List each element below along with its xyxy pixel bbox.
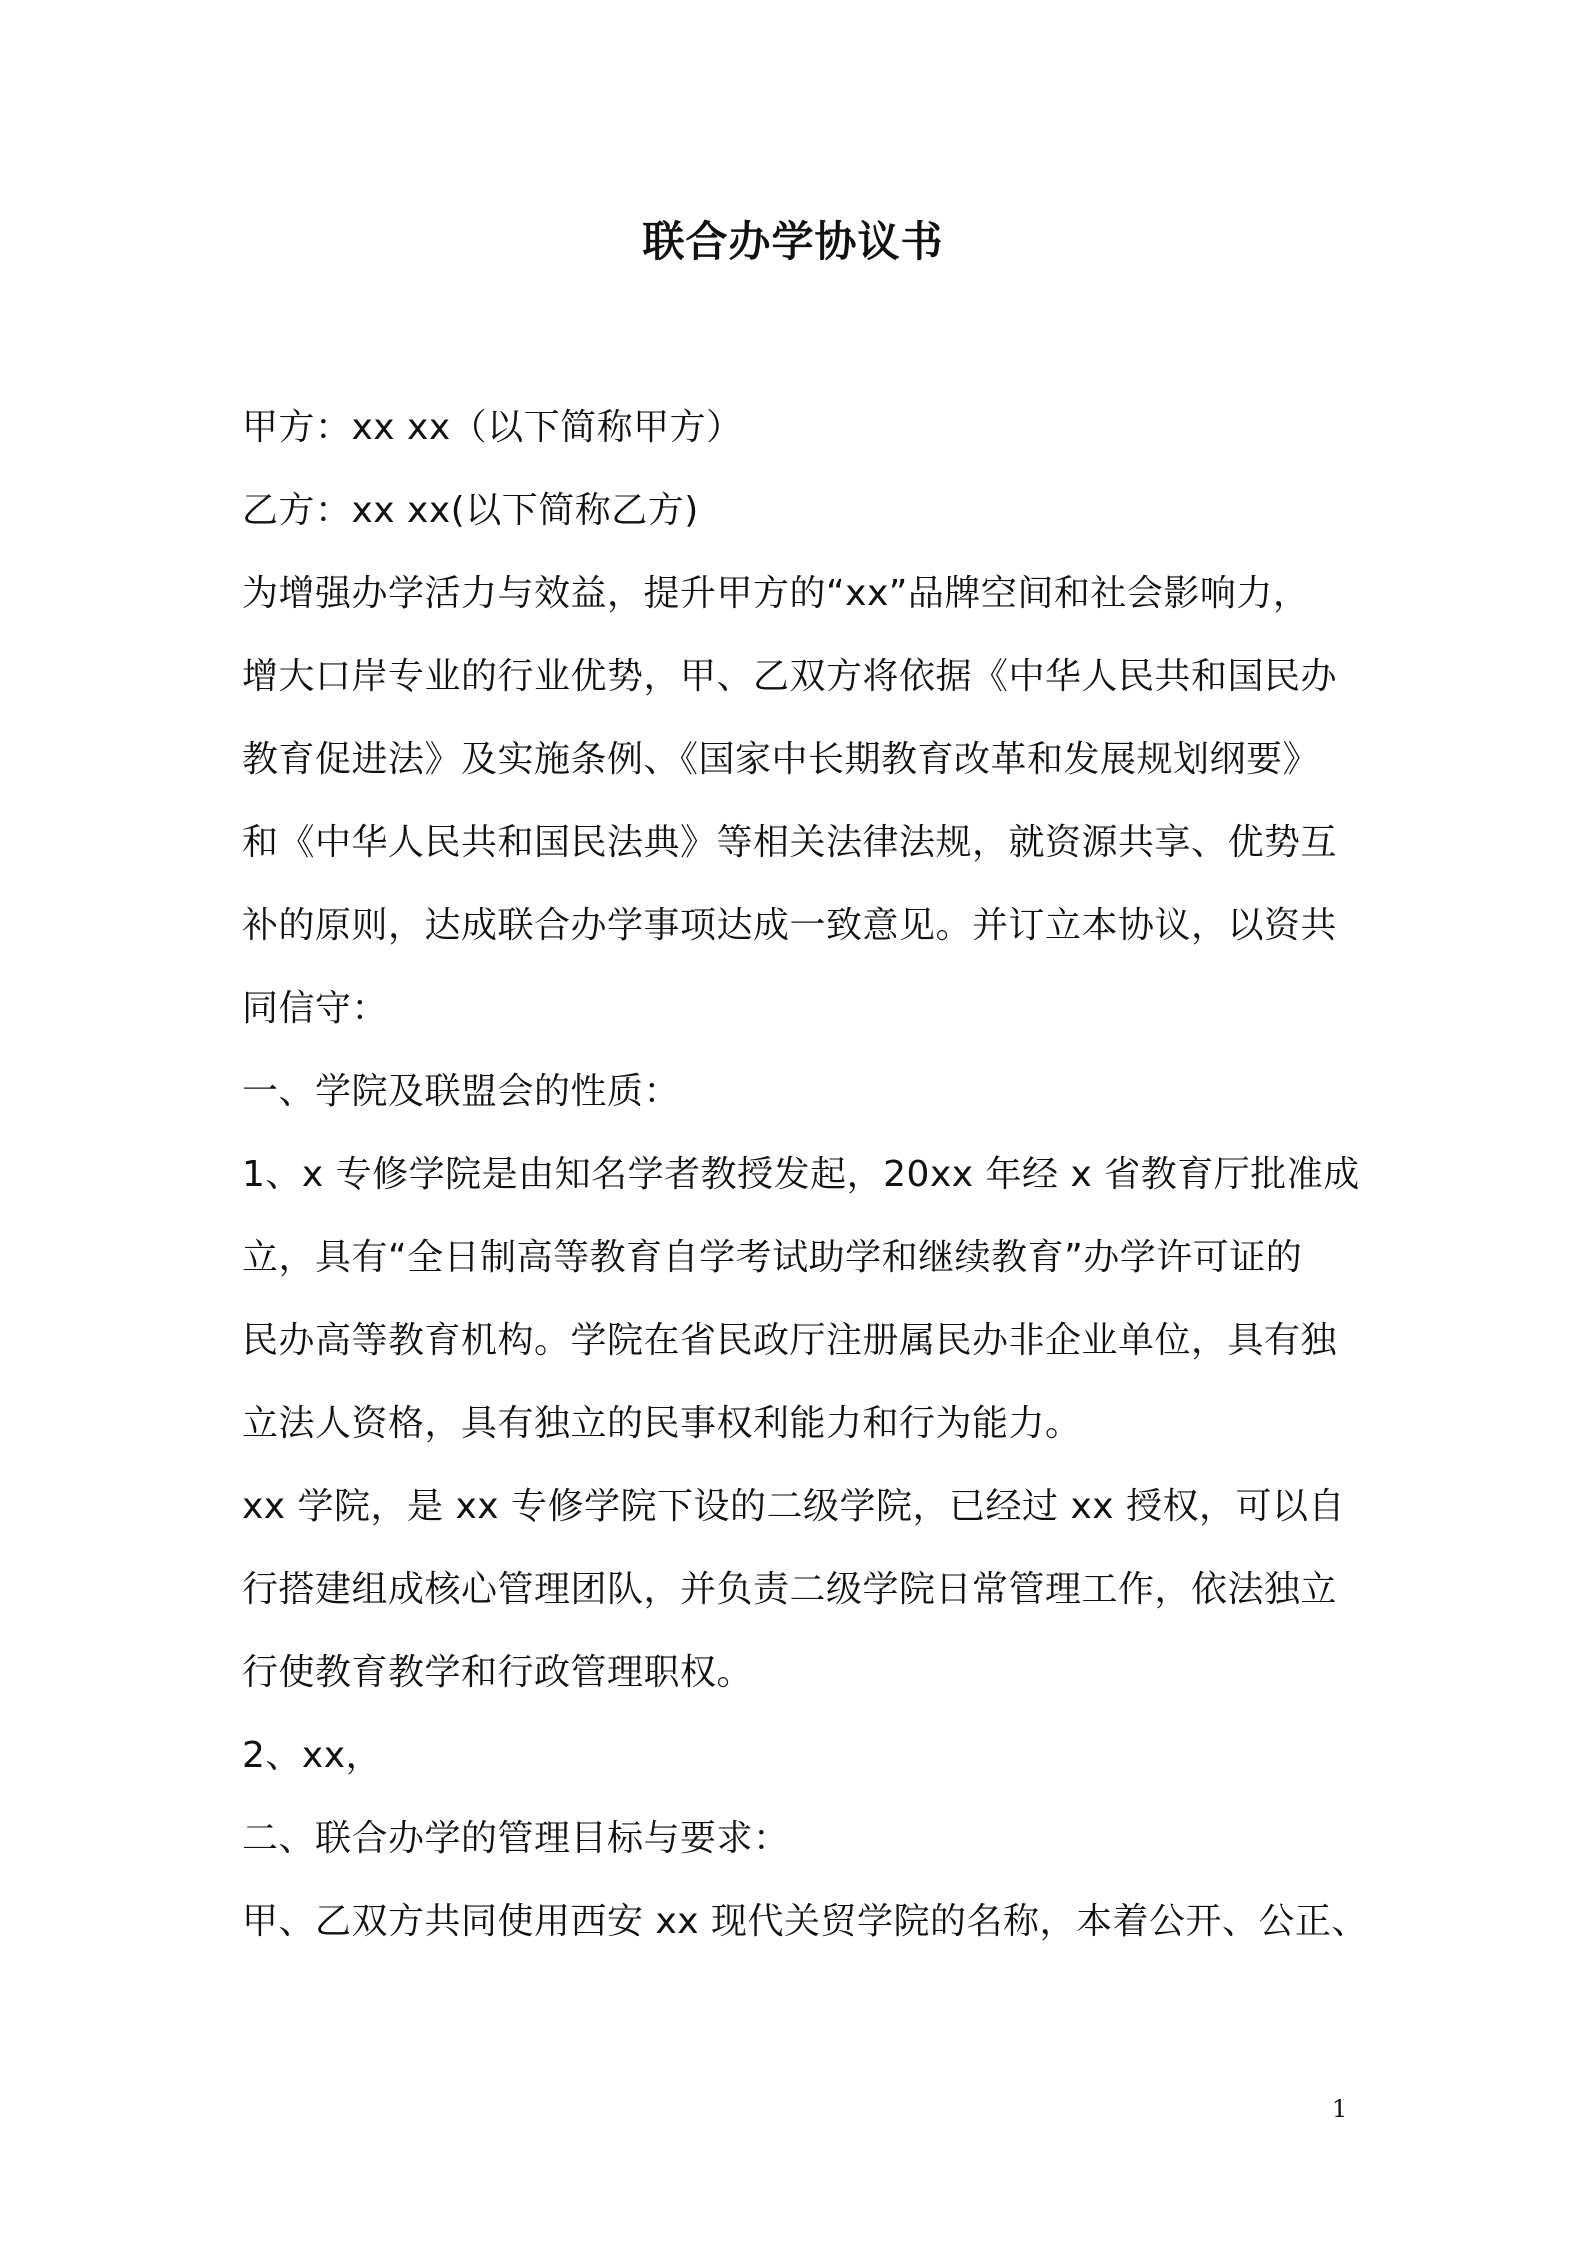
preamble-line-1: 为增强办学活力与效益，提升甲方的“xx”品牌空间和社会影响力， [242,573,1310,614]
college-line-3: 行使教育教学和行政管理职权。 [242,1652,754,1693]
document-title: 联合办学协议书 [642,217,944,266]
preamble-line-5: 补的原则，达成联合办学事项达成一致意见。并订立本协议，以资共 [242,905,1338,946]
party-a-line: 甲方：xx xx（以下简称甲方） [242,407,743,448]
preamble-line-3: 教育促进法》及实施条例、《国家中长期教育改革和发展规划纲要》 [242,739,1320,780]
party-b-line: 乙方：xx xx(以下简称乙方) [242,490,699,531]
preamble-line-2: 增大口岸专业的行业优势，甲、乙双方将依据《中华人民共和国民办 [242,656,1338,697]
clause-1-line-3: 民办高等教育机构。学院在省民政厅注册属民办非企业单位，具有独 [242,1320,1338,1361]
college-line-1: xx 学院，是 xx 专修学院下设的二级学院，已经过 xx 授权，可以自 [242,1486,1346,1527]
clause-1-line-4: 立法人资格，具有独立的民事权利能力和行为能力。 [242,1403,1082,1444]
section-1-heading: 一、学院及联盟会的性质： [242,1071,681,1112]
document-body [242,405,1368,1982]
preamble-line-4: 和《中华人民共和国民法典》等相关法律法规，就资源共享、优势互 [242,822,1338,863]
section-2-heading: 二、联合办学的管理目标与要求： [242,1818,790,1859]
preamble-line-6: 同信守： [242,988,389,1029]
clause-1-line-2: 立，具有“全日制高等教育自学考试助学和继续教育”办学许可证的 [242,1237,1303,1278]
page-number: 1 [1332,2095,1348,2123]
section-2-line-1: 甲、乙双方共同使用西安 xx 现代关贸学院的名称，本着公开、公正、 [242,1901,1368,1942]
clause-2-line: 2、xx， [242,1735,383,1776]
clause-1-line-1: 1、x 专修学院是由知名学者教授发起，20xx 年经 x 省教育厅批准成 [242,1154,1360,1195]
college-line-2: 行搭建组成核心管理团队，并负责二级学院日常管理工作，依法独立 [242,1569,1338,1610]
